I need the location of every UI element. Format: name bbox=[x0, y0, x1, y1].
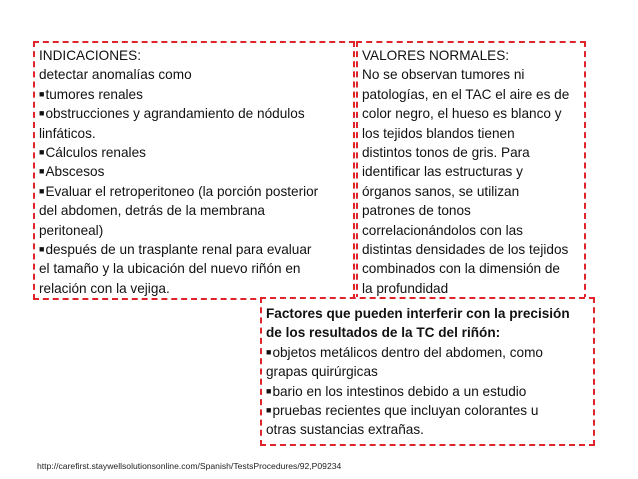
indicaciones-item-text: relación con la vejiga. bbox=[39, 280, 170, 296]
valores-normales-box bbox=[356, 41, 586, 300]
bullet-icon: ■ bbox=[266, 385, 272, 396]
factores-list bbox=[266, 343, 589, 440]
indicaciones-item-line bbox=[39, 201, 349, 220]
indicaciones-item-line bbox=[39, 124, 349, 143]
factores-item-line bbox=[266, 382, 589, 401]
valores-line: patologías, en el TAC el aire es de bbox=[362, 86, 570, 102]
indicaciones-item-text: peritoneal) bbox=[39, 222, 104, 238]
factores-item bbox=[266, 343, 589, 382]
valores-line: combinados con la dimensión de bbox=[362, 261, 560, 277]
indicaciones-item bbox=[39, 162, 349, 181]
valores-line: distintos tonos de gris. Para bbox=[362, 145, 530, 161]
indicaciones-item-text: Evaluar el retroperitoneo (la porción posterior bbox=[45, 183, 319, 199]
indicaciones-list bbox=[39, 85, 349, 298]
indicaciones-item-line bbox=[39, 104, 349, 123]
indicaciones-item bbox=[39, 85, 349, 104]
bullet-icon: ■ bbox=[39, 147, 45, 158]
valores-line: los tejidos blandos tienen bbox=[362, 125, 515, 141]
factores-box bbox=[260, 297, 595, 446]
valores-line: órganos sanos, se utilizan bbox=[362, 183, 520, 199]
bullet-icon: ■ bbox=[39, 108, 45, 119]
indicaciones-item-line bbox=[39, 259, 349, 278]
valores-line: identificar las estructuras y bbox=[362, 164, 523, 180]
valores-line: patrones de tonos bbox=[362, 203, 471, 219]
indicaciones-item-line bbox=[39, 182, 349, 201]
factores-item-text: otras sustancias extrañas. bbox=[266, 422, 424, 438]
factores-item bbox=[266, 382, 589, 401]
valores-text bbox=[362, 65, 580, 298]
factores-title bbox=[266, 304, 589, 343]
factores-item-line bbox=[266, 362, 589, 381]
bullet-icon: ■ bbox=[39, 244, 45, 255]
indicaciones-item-line bbox=[39, 221, 349, 240]
bullet-icon: ■ bbox=[266, 346, 272, 357]
factores-item-line bbox=[266, 401, 589, 420]
valores-line: No se observan tumores ni bbox=[362, 67, 525, 83]
indicaciones-item-line bbox=[39, 143, 349, 162]
indicaciones-item bbox=[39, 182, 349, 240]
factores-item-text: objetos metálicos dentro del abdomen, como bbox=[272, 344, 543, 360]
indicaciones-item-text: obstrucciones y agrandamiento de nódulos bbox=[45, 106, 305, 122]
indicaciones-item-text: del abdomen, detrás de la membrana bbox=[39, 203, 265, 219]
factores-item-text: grapas quirúrgicas bbox=[266, 364, 378, 380]
source-url: http://carefirst.staywellsolutionsonline.com/Spanish/TestsProcedures/92,P09234 bbox=[37, 461, 342, 471]
indicaciones-item-text: el tamaño y la ubicación del nuevo riñón en bbox=[39, 261, 301, 277]
indicaciones-item-text: Cálculos renales bbox=[45, 145, 146, 161]
indicaciones-item-line bbox=[39, 240, 349, 259]
indicaciones-item-line bbox=[39, 162, 349, 181]
factores-item-line bbox=[266, 420, 589, 439]
factores-item-text: bario en los intestinos debido a un estudio bbox=[272, 383, 527, 399]
indicaciones-item bbox=[39, 240, 349, 298]
valores-line: distintas densidades de los tejidos bbox=[362, 242, 569, 258]
valores-line: color negro, el hueso es blanco y bbox=[362, 106, 562, 122]
factores-title-line: Factores que pueden interferir con la precisión bbox=[266, 306, 570, 321]
valores-line: la profundidad bbox=[362, 280, 449, 296]
valores-line: correlacionándolos con las bbox=[362, 222, 523, 238]
indicaciones-item-text: tumores renales bbox=[45, 86, 143, 102]
bullet-icon: ■ bbox=[266, 405, 272, 416]
factores-item bbox=[266, 401, 589, 440]
indicaciones-item-line bbox=[39, 85, 349, 104]
valores-title: VALORES NORMALES: bbox=[362, 48, 510, 63]
bullet-icon: ■ bbox=[39, 166, 45, 177]
factores-title-line: de los resultados de la TC del riñón: bbox=[266, 325, 501, 341]
indicaciones-title: INDICACIONES: bbox=[39, 48, 141, 63]
factores-item-line bbox=[266, 343, 589, 362]
indicaciones-item-text: Abscesos bbox=[45, 164, 105, 180]
indicaciones-item-text: linfáticos. bbox=[39, 125, 96, 141]
indicaciones-box bbox=[33, 41, 355, 300]
indicaciones-item bbox=[39, 143, 349, 162]
factores-item-text: pruebas recientes que incluyan colorantes u bbox=[272, 403, 539, 419]
bullet-icon: ■ bbox=[39, 185, 45, 196]
indicaciones-intro: detectar anomalías como bbox=[39, 67, 192, 83]
bullet-icon: ■ bbox=[39, 88, 45, 99]
indicaciones-item-text: después de un trasplante renal para evaluar bbox=[45, 242, 312, 258]
indicaciones-item bbox=[39, 104, 349, 143]
indicaciones-item-line bbox=[39, 279, 349, 298]
